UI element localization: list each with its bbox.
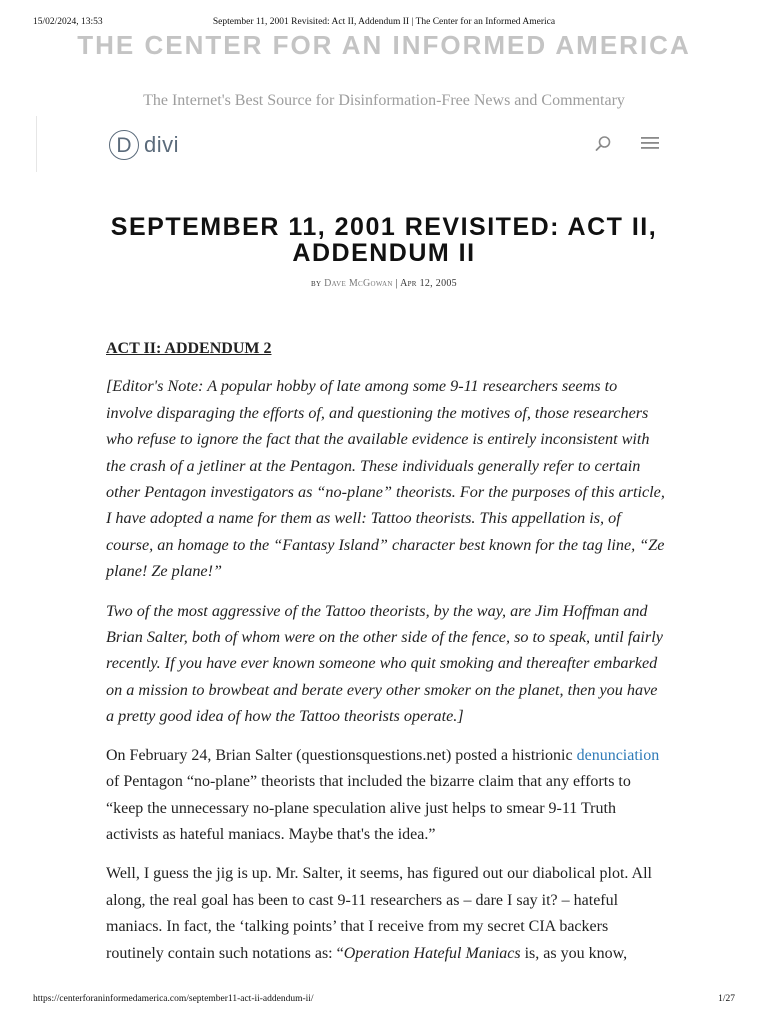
post-byline xyxy=(0,278,768,289)
body-paragraph-2 xyxy=(106,861,666,967)
site-tagline: The Internet's Best Source for Disinformation-Free News and Commentary xyxy=(143,92,625,109)
site-title[interactable]: THE CENTER FOR AN INFORMED AMERICA xyxy=(77,30,691,60)
menu-icon[interactable] xyxy=(641,136,659,150)
paragraph-text: is, as you know, xyxy=(520,944,628,962)
post-date: Apr 12, 2005 xyxy=(400,278,457,289)
post-content xyxy=(106,336,666,980)
paragraph-text: On February 24, Brian Salter (questionsquestions.net) posted a histrionic xyxy=(106,746,577,764)
header-divider xyxy=(36,116,37,172)
editor-note-paragraph-1: [Editor's Note: A popular hobby of late among some 9-11 researchers seems to involve disparaging the efforts of, and questioning the motives of, those researchers who refuse to ignore the fact that the available evidence is entirely inconsistent with the crash of a jetliner at the Pentagon. These individuals generally refer to certain other Pentagon investigators as “no-plane” theorists. For the purposes of this article, I have adopted a name for them as well: Tattoo theorists. This appellation is, of course, an homage to the “Fantasy Island” character best known for the tag line, “Ze plane! Ze plane!” xyxy=(106,377,665,581)
paragraph-text: Well, I guess the jig is up. Mr. Salter, it seems, has figured out our diabolical plot. All along, the real goal has been to cast 9-11 researchers as – dare I say it? – hateful maniacs. In fact, the ‘talking points’ that I receive from my secret CIA backers routinely contain such notations as: “ xyxy=(106,865,652,962)
print-doc-title: September 11, 2001 Revisited: Act II, Addendum II | The Center for an Informed America xyxy=(212,17,556,27)
section-heading: ACT II: ADDENDUM 2 xyxy=(106,340,272,357)
search-icon[interactable] xyxy=(594,135,612,153)
logo-mark: D xyxy=(109,130,139,160)
logo-text: divi xyxy=(144,132,180,157)
denunciation-link[interactable]: denunciation xyxy=(576,746,660,764)
print-page-number: 1/27 xyxy=(718,994,735,1004)
paragraph-text: of Pentagon “no-plane” theorists that included the bizarre claim that any efforts to “keep the unnecessary no-plane speculation alive just helps to smear 9-11 Truth activists as hateful maniacs. Maybe that's the idea.” xyxy=(106,773,631,843)
print-footer xyxy=(33,994,735,1008)
byline-prefix: by xyxy=(311,278,325,289)
print-header xyxy=(33,17,735,31)
post-title: SEPTEMBER 11, 2001 REVISITED: ACT II, ADDENDUM II xyxy=(110,213,658,267)
site-logo[interactable] xyxy=(109,128,179,162)
editor-note-paragraph-2: Two of the most aggressive of the Tattoo theorists, by the way, are Jim Hoffman and Brian Salter, both of whom were on the other side of the fence, so to speak, until fairly recently. If you have ever known someone who quit smoking and thereafter embarked on a mission to browbeat and berate every other smoker on the planet, then you have a pretty good idea of how the Tattoo theorists operate.] xyxy=(106,601,663,726)
print-date: 15/02/2024, 13:53 xyxy=(33,17,103,27)
byline-separator: | xyxy=(392,278,401,289)
body-paragraph-1 xyxy=(106,743,666,849)
print-url: https://centerforaninformedamerica.com/september11-act-ii-addendum-ii/ xyxy=(33,994,314,1004)
author-link[interactable]: Dave McGowan xyxy=(324,278,393,289)
emphasis-text: Operation Hateful Maniacs xyxy=(343,944,521,962)
